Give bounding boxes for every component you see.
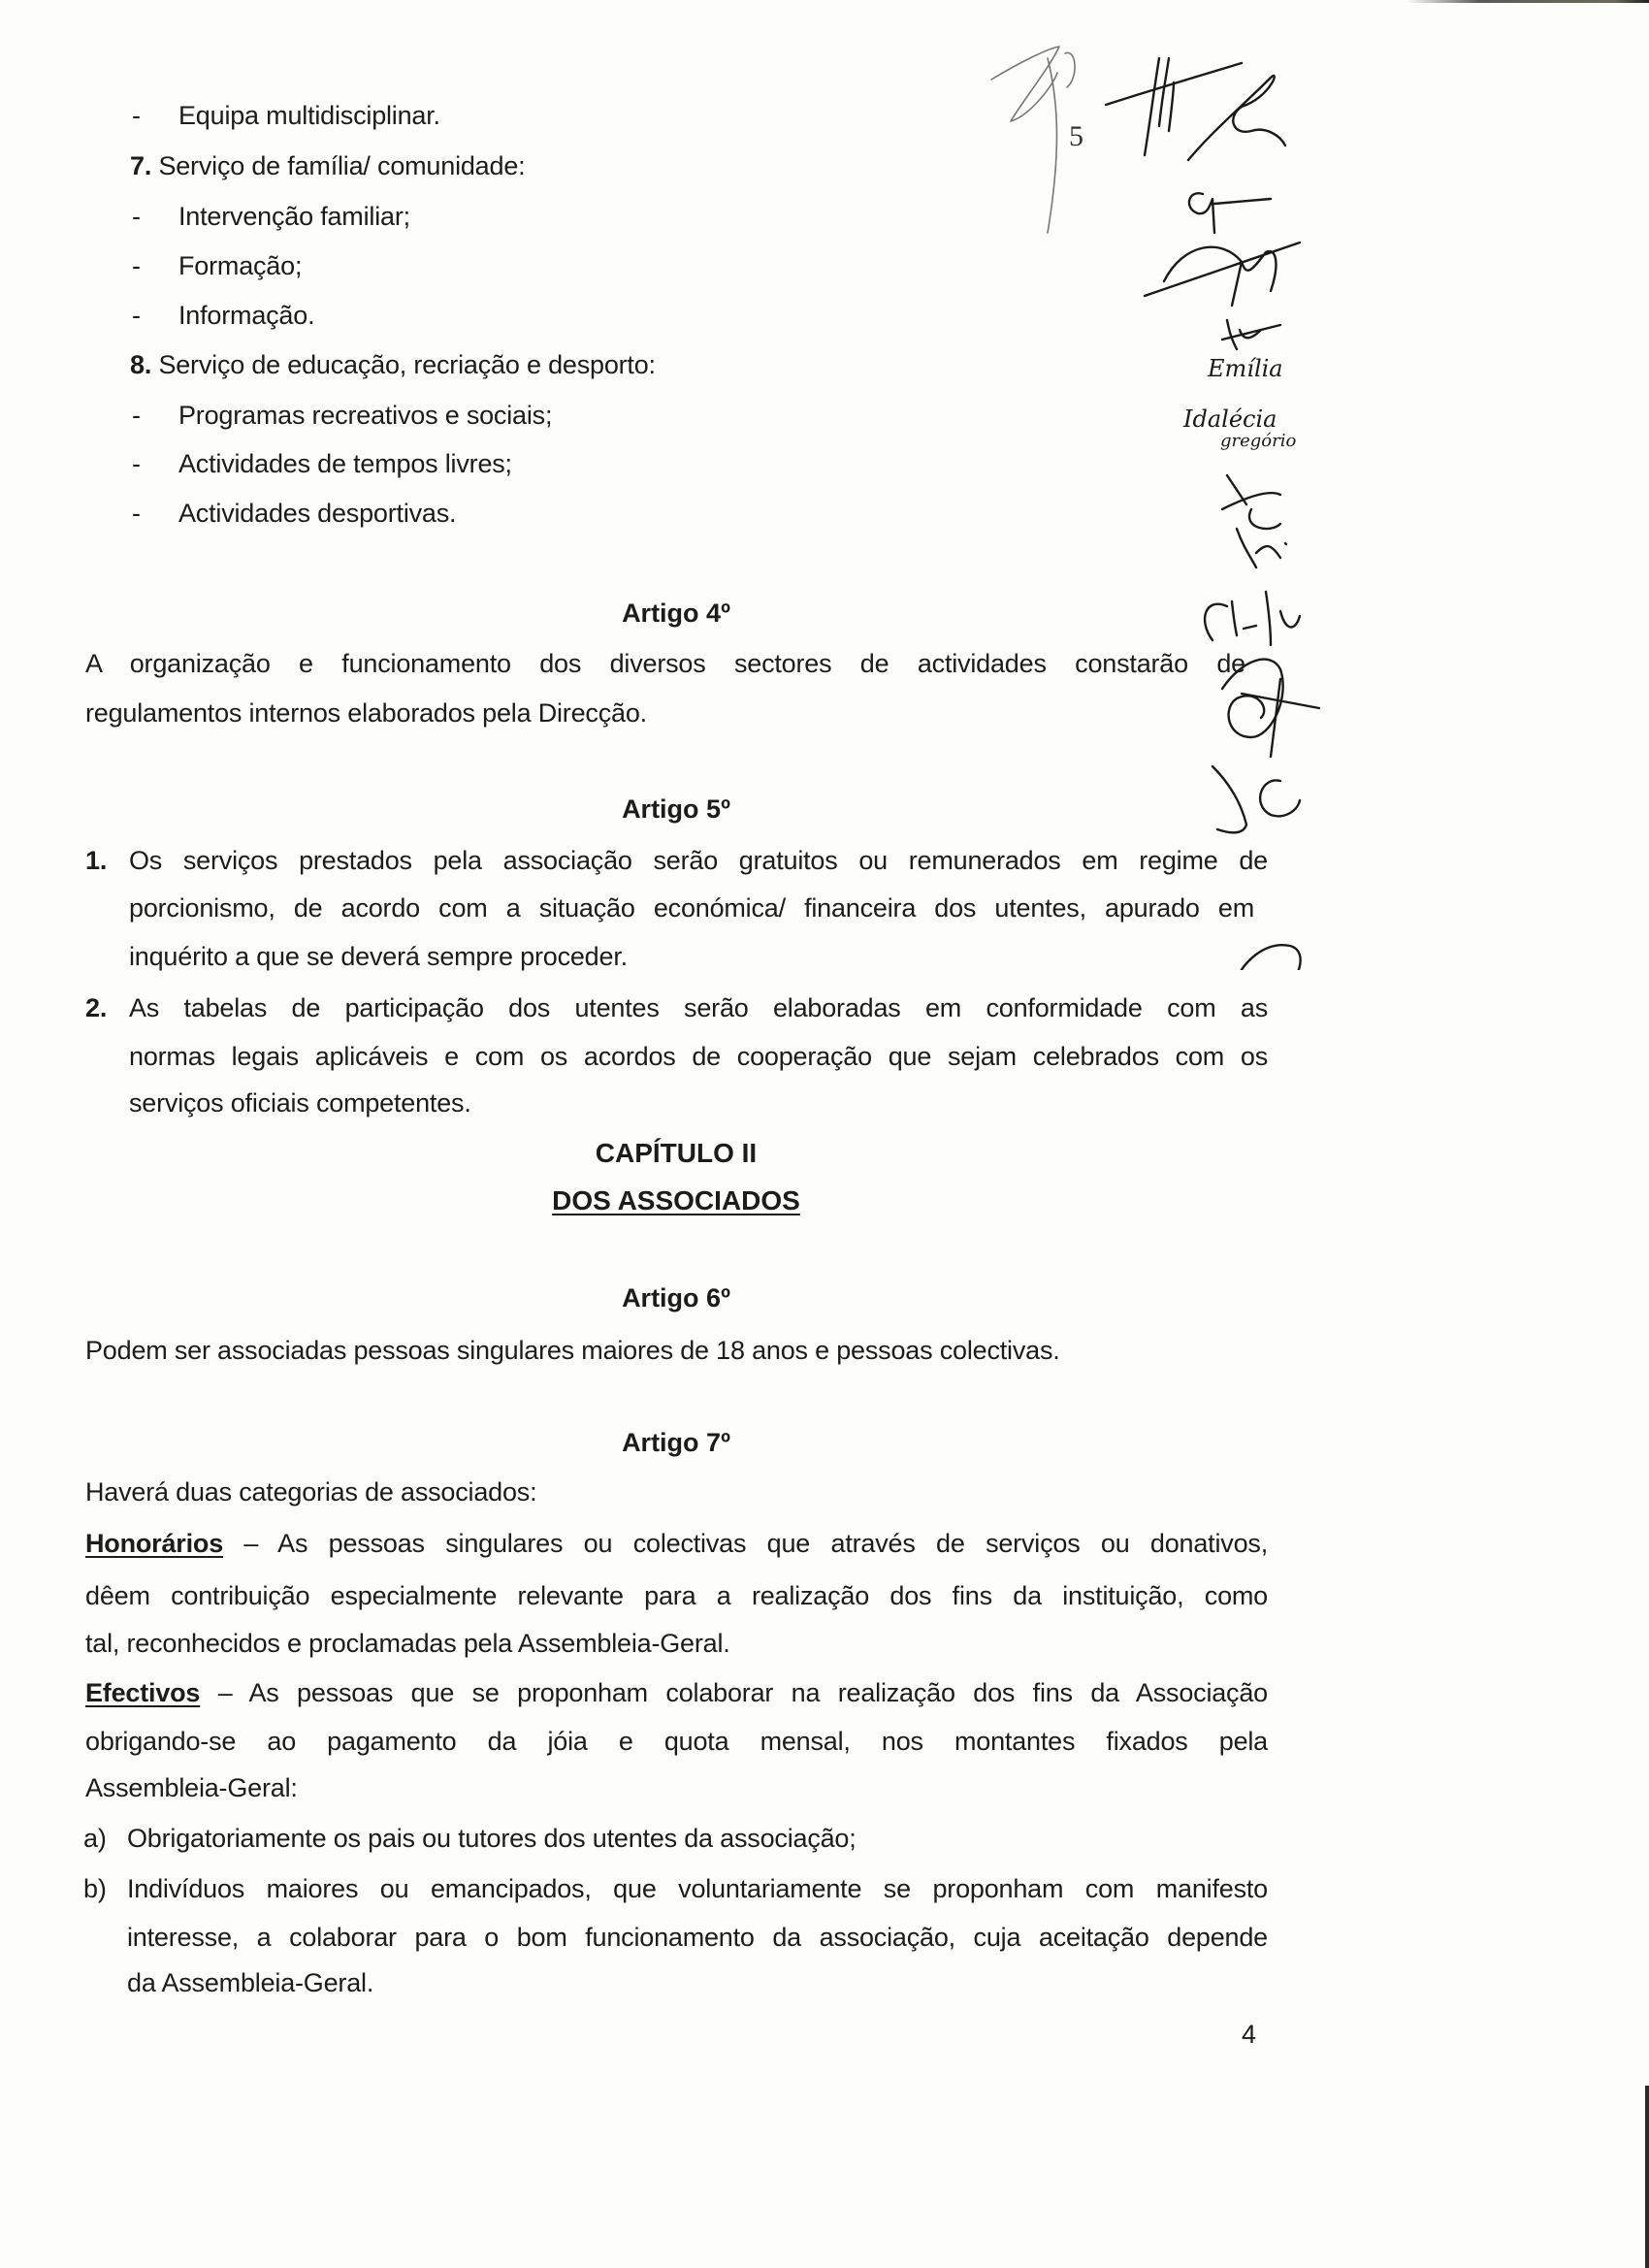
list-dash: -	[132, 301, 141, 330]
honorarios-term: Honorários	[85, 1529, 224, 1558]
item-number: 2.	[85, 993, 108, 1022]
scan-right-edge	[1645, 2086, 1649, 2268]
sub-item-line: Obrigatoriamente os pais ou tutores dos utentes da associação;	[127, 1824, 857, 1853]
list-item: Intervenção familiar;	[178, 202, 410, 231]
svg-text:gregório: gregório	[1220, 431, 1297, 451]
artigo-5-item-1-line: inquérito a que se deverá sempre proceder.	[129, 942, 628, 971]
list-dash: -	[132, 101, 141, 130]
list-dash: -	[132, 202, 141, 231]
artigo-6-heading: Artigo 6º	[622, 1283, 730, 1312]
list-item: Actividades de tempos livres;	[178, 449, 512, 478]
service-8-title	[130, 349, 656, 380]
artigo-4-line: A organização e funcionamento dos diversos sectores de actividades constarão de	[85, 649, 1245, 678]
service-8-label: Serviço de educação, recriação e desporto:	[158, 350, 656, 379]
artigo-4-line: regulamentos internos elaborados pela Direcção.	[85, 698, 647, 728]
sub-item-label: a)	[83, 1824, 107, 1853]
honorarios-line: Honorários – As pessoas singulares ou colectivas que através de serviços ou donativos,	[85, 1529, 1268, 1558]
sub-item-line: da Assembleia-Geral.	[127, 1968, 374, 1997]
sub-item-label: b)	[83, 1874, 107, 1903]
list-item: Informação.	[178, 301, 315, 330]
sub-item-line: Indivíduos maiores ou emancipados, que voluntariamente se proponham com manifesto	[127, 1874, 1268, 1903]
signatures-margin	[989, 39, 1455, 970]
list-dash: -	[132, 251, 141, 280]
artigo-5-item-2-line: serviços oficiais competentes.	[129, 1088, 471, 1118]
honorarios-line: tal, reconhecidos e proclamadas pela Assembleia-Geral.	[85, 1629, 730, 1658]
efectivos-line: Efectivos – As pessoas que se proponham colaborar na realização dos fins da Associação	[85, 1678, 1268, 1707]
chapter-label: CAPÍTULO II	[595, 1138, 758, 1168]
service-8-number: 8.	[130, 350, 152, 379]
stamp-number: 5	[1069, 120, 1083, 152]
service-7-label: Serviço de família/ comunidade:	[158, 151, 526, 180]
item-number: 1.	[85, 846, 108, 875]
artigo-5-item-2-line: normas legais aplicáveis e com os acordos de cooperação que sejam celebrados com os	[129, 1042, 1268, 1071]
artigo-4-heading: Artigo 4º	[622, 599, 730, 628]
artigo-7-intro: Haverá duas categorias de associados:	[85, 1477, 537, 1507]
list-item: Equipa multidisciplinar.	[178, 101, 440, 130]
artigo-5-item-2-line: As tabelas de participação dos utentes serão elaboradas em conformidade com as	[129, 993, 1268, 1022]
chapter-title-text: DOS ASSOCIADOS	[552, 1185, 800, 1215]
honorarios-line: dêem contribuição especialmente relevante para a realização dos fins da instituição, como	[85, 1581, 1268, 1610]
efectivos-term: Efectivos	[85, 1678, 201, 1707]
efectivos-line: obrigando-se ao pagamento da jóia e quota mensal, nos montantes fixados pela	[85, 1727, 1268, 1756]
list-dash: -	[132, 499, 141, 528]
list-item: Programas recreativos e sociais;	[178, 401, 553, 430]
service-7-number: 7.	[130, 151, 152, 180]
efectivos-line: Assembleia-Geral:	[85, 1773, 298, 1802]
list-dash: -	[132, 449, 141, 478]
scan-top-edge	[1406, 0, 1649, 3]
artigo-7-heading: Artigo 7º	[622, 1428, 730, 1457]
service-7-title	[130, 150, 525, 181]
list-dash: -	[132, 401, 141, 430]
artigo-5-item-1-line: porcionismo, de acordo com a situação económica/ financeira dos utentes, apurado em	[129, 893, 1254, 923]
artigo-5-item-1-line: Os serviços prestados pela associação serão gratuitos ou remunerados em regime de	[129, 846, 1268, 875]
svg-text:Idalécia: Idalécia	[1183, 405, 1277, 433]
list-item: Actividades desportivas.	[178, 499, 457, 528]
sub-item-line: interesse, a colaborar para o bom funcionamento da associação, cuja aceitação depende	[127, 1923, 1268, 1952]
svg-text:Emília: Emília	[1208, 355, 1283, 382]
page-number: 4	[1242, 2020, 1257, 2049]
artigo-6-text: Podem ser associadas pessoas singulares maiores de 18 anos e pessoas colectivas.	[85, 1336, 1060, 1365]
list-item: Formação;	[178, 251, 303, 280]
signatures-icon	[989, 39, 1455, 970]
chapter-title	[0, 1185, 1352, 1216]
artigo-5-heading: Artigo 5º	[622, 794, 730, 824]
